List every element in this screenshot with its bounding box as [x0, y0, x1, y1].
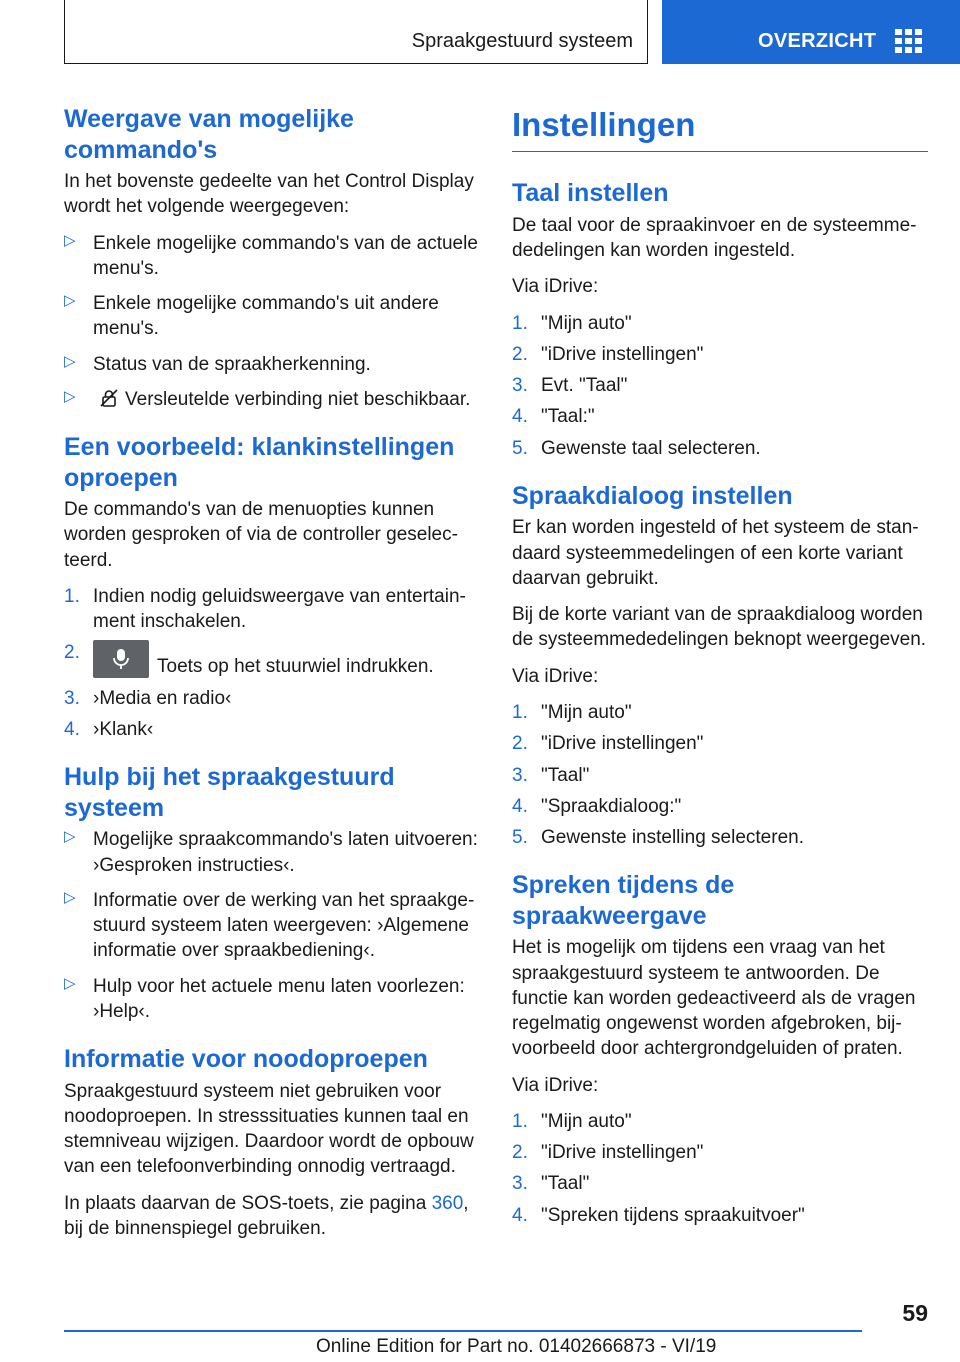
- section-title: Informatie voor noodoproepen: [64, 1045, 428, 1074]
- header-section-box: [64, 0, 648, 64]
- section-title: Spraakdialoog instellen: [512, 481, 793, 510]
- paragraph: Spraakgestuurd systeem niet gebruiken voor noodoproepen. In stresssituaties kunnen taal en stemniveau wijzigen. Daardoor wordt de opbouw van een telefoonverbinding onnodig vertraagd.: [64, 1080, 474, 1178]
- list-item: 4. "Spraakdialoog:": [512, 794, 928, 819]
- step-number: 1.: [512, 701, 528, 723]
- header-section-title: Spraakgestuurd systeem: [411, 30, 633, 52]
- bullet-list: [64, 827, 478, 1024]
- paragraph: De taal voor de spraakinvoer en de systeemmededelingen kan worden ingesteld.: [512, 214, 917, 262]
- bullet-marker: ▷: [64, 292, 76, 310]
- list-item: 2. "iDrive instellingen": [512, 731, 928, 756]
- left-column: [64, 104, 478, 1261]
- list-item: ▷ Mogelijke spraakcommando's laten uitvoeren: ›Gesproken instructies‹.: [64, 828, 478, 876]
- bullet-marker: ▷: [64, 974, 76, 992]
- list-item: 2. "iDrive instellingen": [512, 342, 928, 367]
- overview-button[interactable]: [662, 0, 960, 64]
- paragraph: Het is mogelijk om tijdens een vraag van het spraakgestuurd systeem te antwoorden. De functie kan worden gedeactiveerd als de vragen regelmatig ongewenst worden afgebroken, bijvoorbeeld door achtergrondgeluiden of praten.: [512, 937, 916, 1060]
- step-number: 2.: [512, 1142, 528, 1164]
- paragraph: De commando's van de menuopties kunnen worden gesproken of via de controller geselecteerd.: [64, 499, 458, 571]
- list-item: 2. "iDrive instellingen": [512, 1140, 928, 1165]
- right-column: [512, 104, 928, 1248]
- list-item: 4. "Taal:": [512, 404, 928, 429]
- chapter-title: Instellingen: [512, 104, 928, 152]
- step-number: 3.: [64, 687, 80, 709]
- page-number: 59: [902, 1300, 928, 1326]
- step-number: 4.: [64, 718, 80, 740]
- step-number: 1.: [64, 585, 80, 607]
- list-item: ▷ Hulp voor het actuele menu laten voorlezen: ›Help‹.: [64, 974, 465, 1022]
- section-barge-in: [512, 870, 928, 1228]
- bullet-marker: ▷: [64, 828, 76, 846]
- list-item: 4. "Spreken tijdens spraakuitvoer": [512, 1203, 928, 1228]
- section-title: Weergave van mogelijke commando's: [64, 105, 354, 164]
- numbered-list: [64, 584, 478, 742]
- step-number: 5.: [512, 437, 528, 459]
- section-emergency: [64, 1044, 478, 1241]
- bullet-list: [64, 231, 478, 413]
- step-number: 2.: [512, 343, 528, 365]
- via-label: Via iDrive:: [512, 665, 599, 687]
- list-item: ▷ Enkele mogelijke commando's van de actuele menu's.: [64, 231, 478, 279]
- footer-divider: [64, 1330, 862, 1332]
- section-help: [64, 762, 478, 1024]
- list-item: 1. "Mijn auto": [512, 700, 928, 725]
- list-item: ▷ Status van de spraakherkenning.: [64, 352, 371, 375]
- via-label: Via iDrive:: [512, 276, 599, 298]
- step-number: 1.: [512, 1110, 528, 1132]
- list-item: 3. "Taal": [512, 1171, 928, 1196]
- list-item: 1. "Mijn auto": [512, 1109, 928, 1134]
- section-command-display: [64, 104, 478, 412]
- step-number: 5.: [512, 827, 528, 849]
- step-number: 4.: [512, 795, 528, 817]
- list-item: 5. Gewenste instelling selecteren.: [512, 825, 928, 850]
- footer-text: Online Edition for Part no. 01402666873 - VI/19: [316, 1336, 717, 1357]
- paragraph: In het bovenste gedeelte van het Control Display wordt het volgende weergegeven:: [64, 171, 474, 218]
- section-title: Taal instellen: [512, 179, 669, 208]
- list-item: 5. Gewenste taal selecteren.: [512, 436, 928, 461]
- numbered-list: [512, 311, 928, 461]
- list-item: ▷ Informatie over de werking van het spraakgestuurd systeem laten weergeven: ›Algemene informatie over spraakbediening‹.: [64, 888, 475, 962]
- overview-label: OVERZICHT: [758, 30, 877, 52]
- step-number: 2.: [64, 642, 80, 664]
- list-item: 3. ›Media en radio‹: [64, 686, 478, 711]
- step-number: 4.: [512, 1204, 528, 1226]
- grid-icon: [895, 29, 922, 53]
- step-number: 3.: [512, 764, 528, 786]
- section-title: Hulp bij het spraakgestuurd systeem: [64, 763, 395, 822]
- bullet-marker: ▷: [64, 352, 76, 370]
- step-number: 2.: [512, 733, 528, 755]
- section-example: [64, 432, 478, 742]
- list-item: ▷ Enkele mogelijke commando's uit andere menu's.: [64, 292, 439, 340]
- step-number: 3.: [512, 375, 528, 397]
- numbered-list: [512, 700, 928, 850]
- step-number: 3.: [512, 1173, 528, 1195]
- bullet-marker: ▷: [64, 888, 76, 906]
- paragraph: Bij de korte variant van de spraakdialoog worden de systeemmededelingen beknopt weergegeven.: [512, 604, 927, 651]
- paragraph: Er kan worden ingesteld of het systeem de standaard systeemmedelingen of een korte variant daarvan gebruikt.: [512, 517, 919, 589]
- step-number: 4.: [512, 406, 528, 428]
- voice-button-icon: [93, 640, 149, 678]
- list-item: 1. "Mijn auto": [512, 311, 928, 336]
- step-number: 1.: [512, 312, 528, 334]
- list-item: 1. Indien nodig geluidsweergave van entertainment inschakelen.: [64, 585, 466, 633]
- list-item: 3. "Taal": [512, 763, 928, 788]
- bullet-marker: ▷: [64, 387, 76, 405]
- section-title: Een voorbeeld: klankinstellingen oproepen: [64, 433, 455, 492]
- section-language: [512, 178, 928, 461]
- page-link[interactable]: 360: [431, 1192, 464, 1214]
- list-item: 2. Toets op het stuurwiel indrukken.: [64, 642, 434, 678]
- list-item: 4. ›Klank‹: [64, 717, 478, 742]
- numbered-list: [512, 1109, 928, 1228]
- crossed-lock-icon: [99, 388, 119, 408]
- via-label: Via iDrive:: [512, 1074, 599, 1096]
- list-item: 3. Evt. "Taal": [512, 373, 928, 398]
- bullet-marker: ▷: [64, 231, 76, 249]
- list-item: ▷ Versleutelde verbinding niet beschikbaar.: [64, 387, 471, 410]
- paragraph: In plaats daarvan de SOS-toets, zie pagina 360, bij de binnenspiegel gebruiken.: [64, 1192, 469, 1239]
- section-dialog: [512, 481, 928, 850]
- section-title: Spreken tijdens de spraakweergave: [512, 871, 735, 930]
